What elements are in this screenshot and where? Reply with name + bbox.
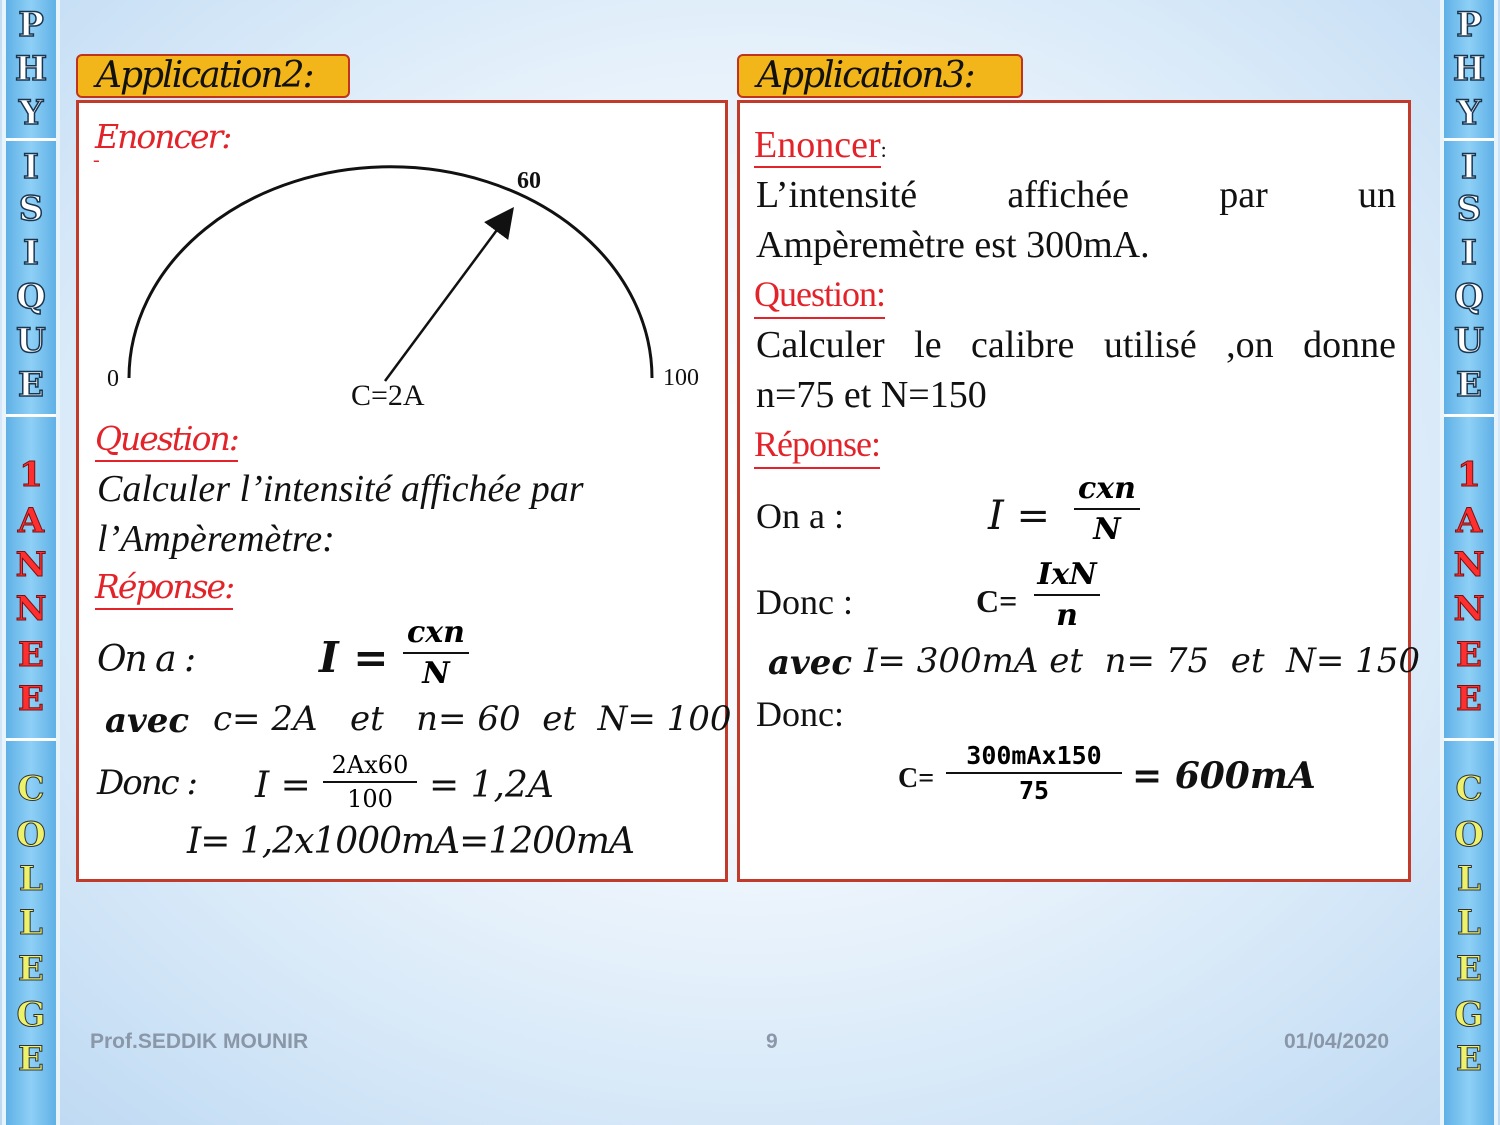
right-side-banner [1440,0,1498,1125]
app2-calc-lhs: I = [255,765,311,806]
side-letter: H [14,49,48,89]
side-letter: E [1456,365,1482,405]
left-side-banner [2,0,60,1125]
app3-calc-result: = 600mA [1132,755,1316,797]
app2-donc-label: Donc : [97,763,196,803]
side-letter: E [18,679,44,719]
side-letter: S [18,189,44,229]
side-letter: L [19,859,43,899]
app3-statement-line2: Ampèremètre est 300mA. [756,224,1150,266]
gauge-needle [385,211,511,381]
app3-title-tab [737,54,1023,98]
side-letter: C [17,769,45,809]
app2-dash: - [93,149,100,171]
app3-enoncer-row [754,123,887,167]
side-letter: N [15,545,47,585]
app3-calc-fraction [946,741,1122,805]
app2-formula-den: N [422,656,450,691]
app2-final: I= 1,2x1000mA=1200mA [187,821,635,862]
side-letter: G [1454,995,1484,1035]
app3-enoncer-label: Enoncer [754,124,881,166]
side-letter: E [18,949,44,989]
app2-avec-label: avec [105,701,190,741]
app3-c-fraction [1034,557,1100,633]
app3-title: Application3: [757,55,974,96]
app2-calc-den: 100 [347,785,393,813]
app3-avec-label: avec [768,643,853,683]
side-letter: E [1456,679,1482,719]
side-letter: L [1457,903,1481,943]
app3-c-num: IxN [1034,557,1100,596]
app3-c-lhs: C= [976,583,1018,619]
side-letter: L [19,903,43,943]
side-letter: Y [1456,93,1482,133]
app3-calc-den: 75 [1018,776,1050,805]
gauge-caliber: C=2A [351,379,425,412]
side-letter: A [1455,501,1483,541]
app2-formula-num: cxn [403,615,469,654]
side-letter: I [23,233,39,273]
app2-title-tab [76,54,350,98]
app3-calc-num: 300mAx150 [946,741,1122,774]
app3-formula-den: N [1093,512,1121,547]
side-letter: A [17,501,45,541]
app3-donc2: Donc: [756,694,844,734]
app2-calc-result: = 1,2A [429,765,554,806]
app2-on-a: On a : [97,639,195,680]
app2-enoncer-label: Enoncer: [95,117,231,156]
side-letter: G [16,995,46,1035]
side-letter: E [1456,1039,1482,1079]
app3-on-a: On a : [756,496,844,536]
side-letter: Q [16,277,46,317]
app2-title: Application2: [96,55,313,96]
app2-avec-values: c= 2A et n= 60 et N= 100 [213,699,732,739]
side-letter: S [1456,189,1482,229]
side-letter: E [18,365,44,405]
side-letter: N [1453,589,1485,629]
app2-question-line2: l’Ampèremètre: [97,518,335,560]
gauge-mid-label: 60 [517,168,541,194]
footer-date: 01/04/2020 [1284,1030,1390,1053]
side-letter: U [1454,321,1484,361]
app2-question-line1: Calculer l’intensité affichée par [97,468,584,510]
side-letter: I [1461,147,1477,187]
side-letter: Y [18,93,44,133]
app3-question-line2: n=75 et N=150 [756,374,987,416]
gauge-min-label: 0 [107,366,119,392]
footer-author: Prof.SEDDIK MOUNIR [90,1030,309,1053]
side-letter: E [18,1039,44,1079]
side-letter: O [1454,815,1484,855]
app3-enoncer-colon: : [880,137,887,162]
app3-statement-line1: L’intensité affichée par un [756,174,1396,216]
side-letter: H [1452,49,1486,89]
side-letter: Q [1454,277,1484,317]
app3-calc-lhs: C= [898,763,935,794]
app3-formula-fraction [1074,471,1140,547]
footer-page-number: 9 [766,1030,778,1053]
gauge-max-label: 100 [663,365,699,391]
side-letter: P [1456,5,1482,45]
gauge-arc [129,167,652,378]
app3-reponse-label: Réponse: [754,423,880,469]
app3-box [737,100,1421,882]
app3-c-den: n [1056,598,1078,633]
side-letter: O [16,815,46,855]
app3-formula-lhs: I = [988,493,1051,539]
app2-formula-fraction [403,615,469,691]
app2-question-label: Question: [95,419,238,462]
side-letter: 1 [19,455,43,495]
side-letter: 1 [1457,455,1481,495]
side-letter: N [15,589,47,629]
app2-reponse-label: Réponse: [95,567,233,610]
side-letter: N [1453,545,1485,585]
app3-donc1: Donc : [756,582,853,622]
app2-calc-fraction [323,751,417,813]
side-letter: P [18,5,44,45]
side-letter: E [1456,949,1482,989]
side-letter: C [1455,769,1483,809]
app3-avec-values: I= 300mA et n= 75 et N= 150 [864,641,1421,681]
app2-calc-num: 2Ax60 [323,751,417,783]
side-letter: E [18,635,44,675]
side-letter: I [1461,233,1477,273]
app2-formula-lhs: I = [319,633,389,682]
side-letter: I [23,147,39,187]
app2-box [76,100,732,882]
app3-question-label: Question: [754,273,885,319]
app3-formula-num: cxn [1074,471,1140,510]
side-letter: U [16,321,46,361]
side-letter: E [1456,635,1482,675]
side-letter: L [1457,859,1481,899]
app3-question-line1: Calculer le calibre utilisé ,on donne [756,324,1396,366]
